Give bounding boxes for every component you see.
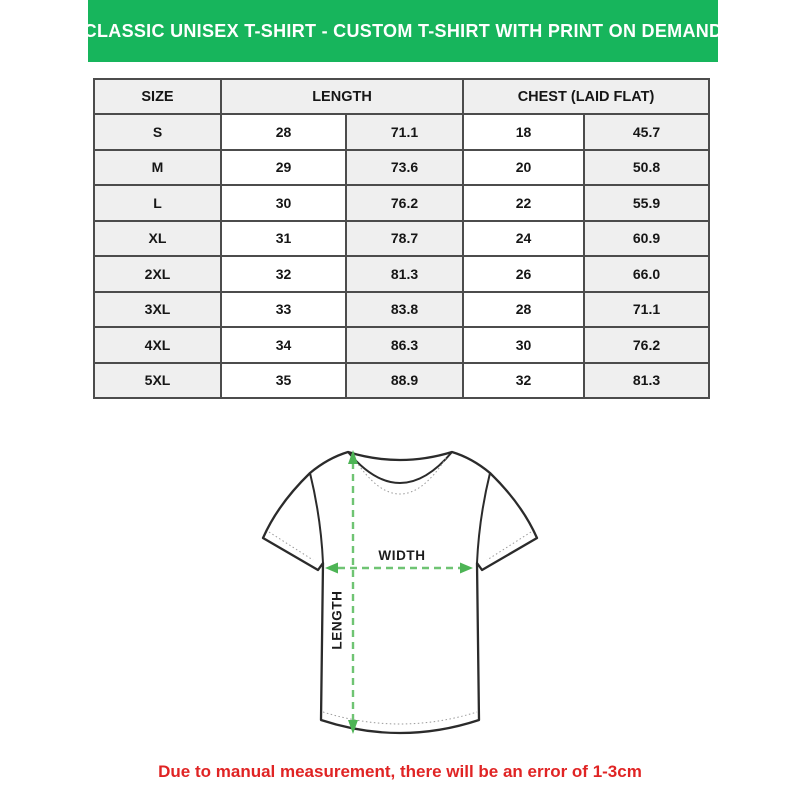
length-label: LENGTH <box>329 590 345 650</box>
length-cm-cell: 73.6 <box>346 150 463 186</box>
table-row <box>94 185 709 221</box>
table-row <box>94 363 709 399</box>
chest-cm-cell: 45.7 <box>584 114 709 150</box>
table-row <box>94 327 709 363</box>
chest-cm-cell: 66.0 <box>584 256 709 292</box>
table-row <box>94 221 709 257</box>
chest-cm-cell: 71.1 <box>584 292 709 328</box>
length-in-cell: 28 <box>221 114 346 150</box>
chest-in-cell: 28 <box>463 292 584 328</box>
chest-cm-cell: 76.2 <box>584 327 709 363</box>
length-cm-cell: 78.7 <box>346 221 463 257</box>
length-in-cell: 31 <box>221 221 346 257</box>
title-banner <box>83 0 723 62</box>
chest-in-cell: 32 <box>463 363 584 399</box>
table-row <box>94 256 709 292</box>
width-label: WIDTH <box>378 548 426 563</box>
length-cm-cell: 76.2 <box>346 185 463 221</box>
header-size: SIZE <box>94 79 221 114</box>
size-cell: 4XL <box>94 327 221 363</box>
length-in-cell: 30 <box>221 185 346 221</box>
length-cm-cell: 71.1 <box>346 114 463 150</box>
size-cell: L <box>94 185 221 221</box>
chest-cm-cell: 60.9 <box>584 221 709 257</box>
measurement-disclaimer: Due to manual measurement, there will be an error of 1-3cm <box>158 762 642 781</box>
tshirt-measurement-diagram <box>240 430 560 750</box>
size-cell: 2XL <box>94 256 221 292</box>
length-in-cell: 35 <box>221 363 346 399</box>
tshirt-diagram-svg <box>240 430 560 750</box>
chest-in-cell: 18 <box>463 114 584 150</box>
length-cm-cell: 86.3 <box>346 327 463 363</box>
header-chest: CHEST (LAID FLAT) <box>463 79 709 114</box>
chest-in-cell: 22 <box>463 185 584 221</box>
size-cell: M <box>94 150 221 186</box>
length-in-cell: 32 <box>221 256 346 292</box>
size-cell: 3XL <box>94 292 221 328</box>
size-cell: S <box>94 114 221 150</box>
table-row <box>94 114 709 150</box>
chest-cm-cell: 81.3 <box>584 363 709 399</box>
length-cm-cell: 83.8 <box>346 292 463 328</box>
table-row <box>94 292 709 328</box>
table-row <box>94 150 709 186</box>
page-title: CLASSIC UNISEX T-SHIRT - CUSTOM T-SHIRT WITH PRINT ON DEMAND <box>83 20 723 41</box>
chest-cm-cell: 50.8 <box>584 150 709 186</box>
table-header-row <box>94 79 709 114</box>
length-cm-cell: 88.9 <box>346 363 463 399</box>
length-in-cell: 34 <box>221 327 346 363</box>
chest-in-cell: 26 <box>463 256 584 292</box>
size-cell: 5XL <box>94 363 221 399</box>
header-length: LENGTH <box>221 79 463 114</box>
chest-in-cell: 24 <box>463 221 584 257</box>
length-in-cell: 33 <box>221 292 346 328</box>
chest-cm-cell: 55.9 <box>584 185 709 221</box>
length-in-cell: 29 <box>221 150 346 186</box>
length-cm-cell: 81.3 <box>346 256 463 292</box>
size-cell: XL <box>94 221 221 257</box>
chest-in-cell: 20 <box>463 150 584 186</box>
chest-in-cell: 30 <box>463 327 584 363</box>
size-chart-table <box>93 78 710 399</box>
